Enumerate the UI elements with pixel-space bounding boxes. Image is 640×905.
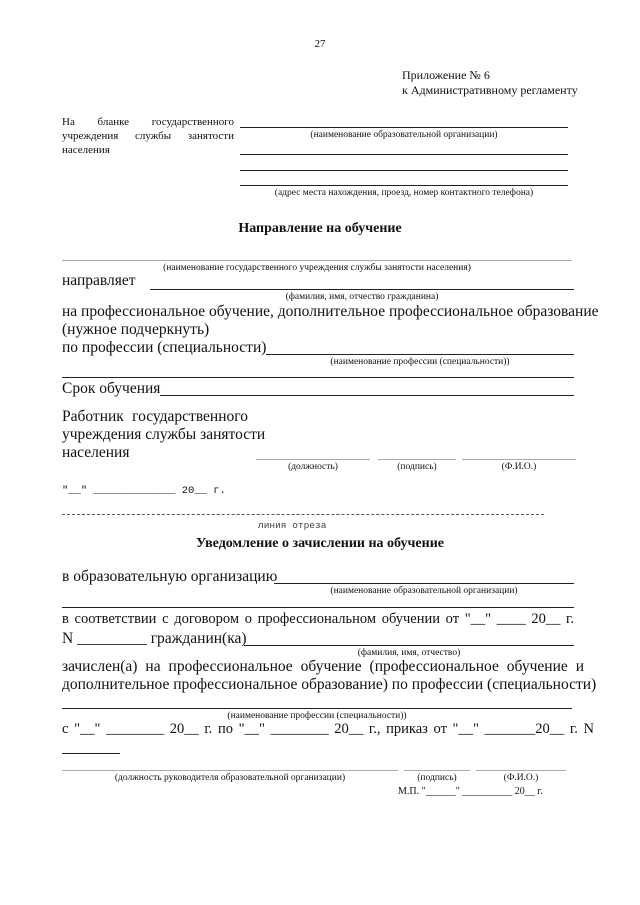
term-field[interactable] xyxy=(160,395,574,396)
address-field-2[interactable] xyxy=(240,170,568,171)
worker-text-line2: учреждения службы занятости xyxy=(62,426,266,443)
enrolled-text-line1: зачислен(а) на профессиональное обучение (профессиональное обучение и xyxy=(62,658,584,675)
org-name-caption: (наименование образовательной организации) xyxy=(310,130,498,140)
notice-citizen-caption: (фамилия, имя, отчество) xyxy=(357,648,461,658)
fio-short-field[interactable] xyxy=(462,459,576,460)
worker-text-line1: Работник государственного xyxy=(62,408,248,425)
position-field[interactable] xyxy=(256,459,370,460)
notice-org-caption: (наименование образовательной организации) xyxy=(330,586,518,596)
notice-citizen-field[interactable] xyxy=(244,645,574,646)
contract-line: в соответствии с договором о профессиональном обучении от "__" ____ 20__ г. xyxy=(62,611,574,627)
profession-caption: (наименование профессии (специальности)) xyxy=(330,357,510,367)
notice-org-field[interactable] xyxy=(274,583,574,584)
notice-title: Уведомление о зачислении на обучение xyxy=(196,536,444,551)
notice-profession-field[interactable] xyxy=(62,708,572,709)
citizen-fio-caption: (фамилия, имя, отчество гражданина) xyxy=(285,292,439,302)
head-signature-caption: (подпись) xyxy=(417,773,457,783)
term-label: Срок обучения xyxy=(62,380,161,397)
profession-field[interactable] xyxy=(266,354,574,355)
training-text-line2: (нужное подчеркнуть) xyxy=(62,321,210,338)
sends-label: направляет xyxy=(62,272,136,289)
to-org-label: в образовательную организацию xyxy=(62,568,278,585)
agency-field[interactable] xyxy=(62,260,572,261)
signature-caption: (подпись) xyxy=(397,462,437,472)
head-signature-field[interactable] xyxy=(404,770,470,771)
address-caption: (адрес места нахождения, проезд, номер контактного телефона) xyxy=(274,188,534,198)
head-position-caption: (должность руководителя образовательной организации) xyxy=(114,773,346,783)
period-line: с "__" ________ 20__ г. по "__" ________ 20__ г., приказ от "__" _______20__ г. N xyxy=(62,721,594,737)
head-fio-caption: (Ф.И.О.) xyxy=(503,773,539,783)
notice-profession-caption: (наименование профессии (специальности)) xyxy=(227,711,407,721)
citizen-fio-field[interactable] xyxy=(150,289,574,290)
referral-title: Направление на обучение xyxy=(238,221,402,236)
org-name-field[interactable] xyxy=(240,127,568,128)
profession-label: по профессии (специальности) xyxy=(62,339,267,356)
worker-text-line3: населения xyxy=(62,444,130,461)
position-caption: (должность) xyxy=(288,462,338,472)
blank-text-line3: населения xyxy=(62,144,110,156)
stamp-date: М.П. "______" __________ 20__ г. xyxy=(398,786,543,797)
head-fio-field[interactable] xyxy=(476,770,566,771)
address-field-1[interactable] xyxy=(240,154,568,155)
appendix-title: Приложение № 6 xyxy=(402,68,490,82)
blank-text-line1: На бланке государственного xyxy=(62,116,234,128)
referral-date: "__" _____________ 20__ г. xyxy=(62,485,226,497)
notice-org-field-2[interactable] xyxy=(62,607,574,608)
head-position-field[interactable] xyxy=(62,770,398,771)
address-field-3[interactable] xyxy=(240,185,568,186)
appendix-subtitle: к Административному регламенту xyxy=(402,83,578,97)
contract-number: N _________ гражданин(ка) xyxy=(62,630,247,647)
blank-text-line2: учреждения службы занятости xyxy=(62,130,234,142)
cut-line-label: линия отреза xyxy=(258,520,327,531)
order-number-field[interactable] xyxy=(62,753,120,754)
fio-short-caption: (Ф.И.О.) xyxy=(501,462,537,472)
page-number: 27 xyxy=(314,38,326,50)
profession-field-2[interactable] xyxy=(62,377,574,378)
cut-line xyxy=(62,514,544,515)
signature-field[interactable] xyxy=(378,459,456,460)
training-text-line1: на профессиональное обучение, дополнительное профессиональное образование xyxy=(62,303,599,320)
enrolled-text-line2: дополнительное профессиональное образование) по профессии (специальности) xyxy=(62,676,597,693)
agency-caption: (наименование государственного учреждения службы занятости населения) xyxy=(163,263,471,273)
